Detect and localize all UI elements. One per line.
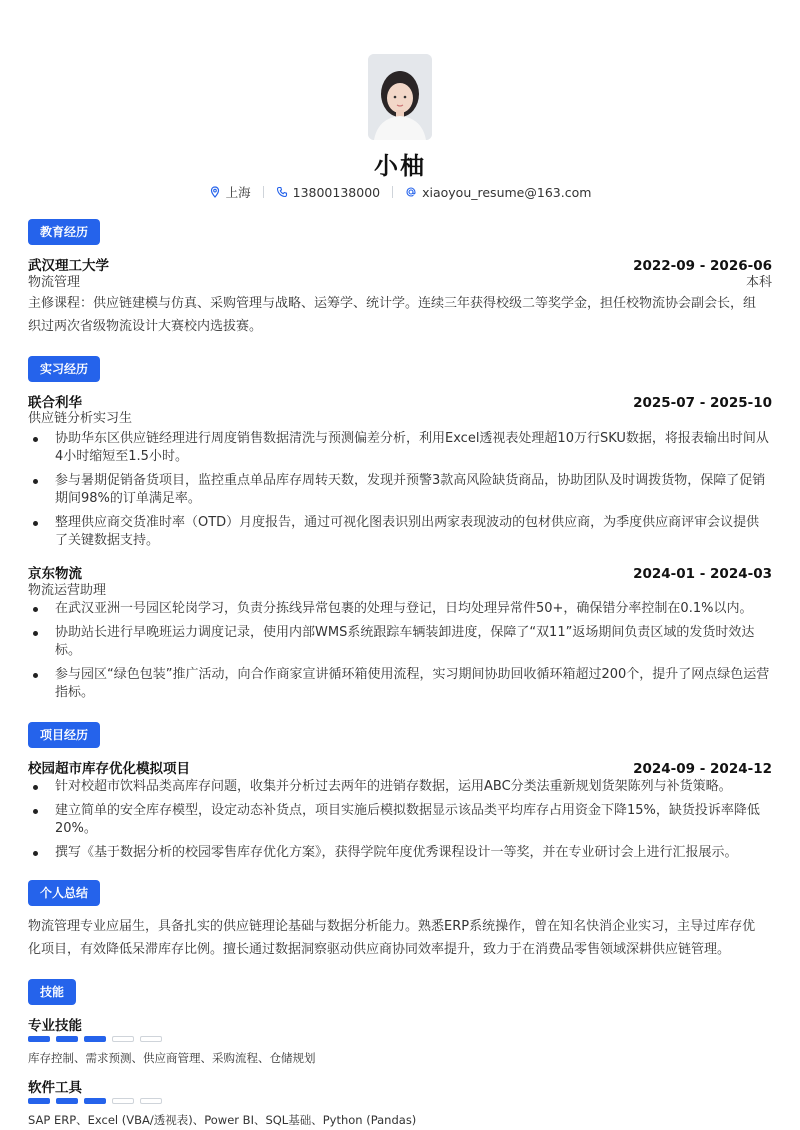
section-tag-skills: 技能 (28, 979, 76, 1005)
skill-group-title: 专业技能 (28, 1018, 82, 1034)
skill-level-segment (84, 1036, 106, 1042)
major: 物流管理 (28, 275, 81, 290)
school-name: 武汉理工大学 (28, 258, 109, 274)
section-tag-education: 教育经历 (28, 219, 100, 245)
list-item: 在武汉亚洲一号园区轮岗学习，负责分拣线异常包裹的处理与登记，日均处理异常件50+，确保错分率控制在0.1%以内。 (28, 600, 772, 618)
education-summary-line: 织过两次省级物流设计大赛校内选拔赛。 (28, 319, 263, 334)
list-item: 撰写《基于数据分析的校园零售库存优化方案》，获得学院年度优秀课程设计一等奖，并在专业研讨会上进行汇报展示。 (28, 844, 772, 862)
education-dates: 2022-09 - 2026-06 (633, 258, 772, 274)
skill-group-desc: SAP ERP、Excel (VBA/透视表)、Power BI、SQL基础、Python (Pandas) (28, 1113, 417, 1127)
job-role (28, 407, 772, 426)
list-item: 协助站长进行早晚班运力调度记录，使用内部WMS系统跟踪车辆装卸进度，保障了“双11”返场期间负责区域的发货时效达标。 (28, 624, 772, 660)
skill-level-segment (140, 1098, 162, 1104)
skill-level-bar (28, 1036, 162, 1042)
job-bullets (28, 600, 772, 708)
candidate-name: 小柚 (374, 152, 426, 180)
list-item: 建立简单的安全库存模型，设定动态补货点，项目实施后模拟数据显示该品类平均库存占用资金下降15%，缺货投诉率降低20%。 (28, 802, 772, 838)
section-tag-internship: 实习经历 (28, 356, 100, 382)
contact-phone (276, 185, 380, 200)
phone-icon (276, 186, 288, 198)
skill-level-segment (84, 1098, 106, 1104)
skill-level-bar (28, 1098, 162, 1104)
project-header (28, 757, 772, 777)
job-dates: 2025-07 - 2025-10 (633, 395, 772, 411)
company-name: 京东物流 (28, 566, 82, 582)
skill-level-segment (56, 1036, 78, 1042)
skill-level-segment (140, 1036, 162, 1042)
avatar (368, 54, 432, 140)
list-item: 参与暑期促销备货项目，监控重点单品库存周转天数，发现并预警3款高风险缺货商品，协助团队及时调拨货物，保障了促销期间98%的订单满足率。 (28, 472, 772, 508)
email-link[interactable]: xiaoyou_resume@163.com (422, 184, 592, 200)
contact-divider (263, 186, 264, 198)
company-name: 联合利华 (28, 395, 82, 411)
education-summary (28, 292, 772, 338)
degree: 本科 (745, 275, 772, 290)
summary-line: 物流管理专业应届生，具备扎实的供应链理论基础与数据分析能力。熟悉ERP系统操作，曾在知名快消企业实习，主导过库存优 (28, 919, 756, 934)
skill-group-desc: 库存控制、需求预测、供应商管理、采购流程、仓储规划 (28, 1051, 316, 1065)
education-summary-line: 主修课程：供应链建模与仿真、采购管理与战略、运筹学、统计学。连续三年获得校级二等奖学金，担任校物流协会副会长，组 (28, 296, 757, 311)
list-item: 协助华东区供应链经理进行周度销售数据清洗与预测偏差分析，利用Excel透视表处理超10万行SKU数据，将报表输出时间从4小时缩短至1.5小时。 (28, 430, 772, 466)
skill-level-segment (56, 1098, 78, 1104)
project-bullets (28, 778, 772, 868)
contact-divider (392, 186, 393, 198)
list-item: 参与园区“绿色包装”推广活动，向合作商家宣讲循环箱使用流程，实习期间协助回收循环箱超过200个，提升了网点绿色运营指标。 (28, 666, 772, 702)
location-pin-icon (209, 186, 221, 198)
contact-email[interactable] (405, 185, 591, 200)
skill-level-segment (28, 1098, 50, 1104)
skill-group-title: 软件工具 (28, 1080, 82, 1096)
job-role (28, 579, 772, 598)
skill-level-segment (112, 1036, 134, 1042)
role-title: 物流运营助理 (28, 583, 107, 598)
section-tag-project: 项目经历 (28, 722, 100, 748)
section-tag-summary: 个人总结 (28, 880, 100, 906)
location-text: 上海 (225, 185, 251, 200)
avatar-portrait-icon (368, 54, 432, 140)
job-bullets (28, 430, 772, 556)
skill-level-segment (28, 1036, 50, 1042)
contact-location (209, 183, 251, 201)
list-item: 针对校超市饮料品类高库存问题，收集并分析过去两年的进销存数据，运用ABC分类法重新规划货架陈列与补货策略。 (28, 778, 772, 796)
project-name: 校园超市库存优化模拟项目 (28, 761, 190, 777)
phone-text: 13800138000 (292, 184, 381, 200)
job-dates: 2024-01 - 2024-03 (633, 566, 772, 582)
skill-level-segment (112, 1098, 134, 1104)
project-dates: 2024-09 - 2024-12 (633, 761, 772, 777)
at-sign-icon (405, 186, 417, 198)
contact-line (0, 183, 800, 201)
list-item: 整理供应商交货准时率（OTD）月度报告，通过可视化图表识别出两家表现波动的包材供应商，为季度供应商评审会议提供了关键数据支持。 (28, 514, 772, 550)
education-subline (28, 271, 772, 290)
summary-line: 化项目，有效降低呆滞库存比例。擅长通过数据洞察驱动供应商协同效率提升，致力于在消费品零售领域深耕供应链管理。 (28, 942, 731, 957)
role-title: 供应链分析实习生 (28, 411, 133, 426)
personal-summary (28, 915, 772, 961)
